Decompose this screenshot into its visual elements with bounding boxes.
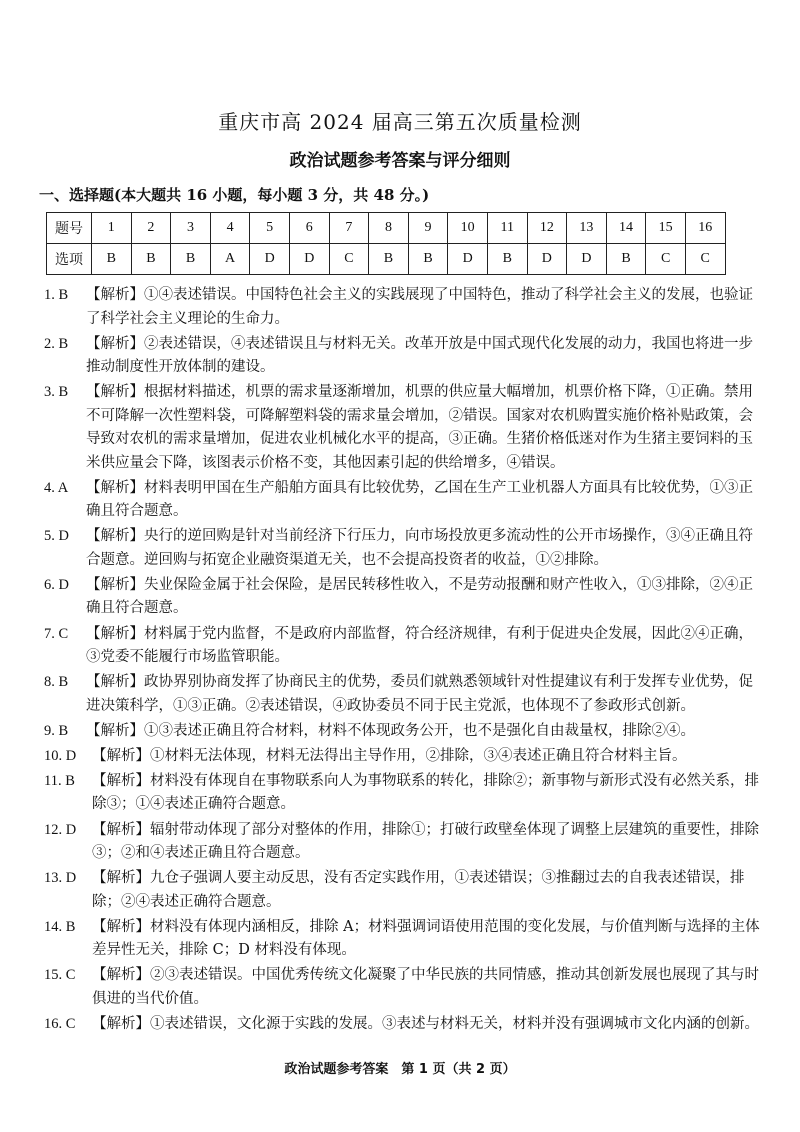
answer-choice-cell: D bbox=[567, 244, 607, 275]
page-footer: 政治试题参考答案 第 1 页（共 2 页） bbox=[284, 1062, 516, 1077]
question-number-cell: 4 bbox=[210, 213, 250, 244]
answer-choice-cell: D bbox=[250, 244, 290, 275]
explanation-text: 【解析】根据材料描述，机票的需求量逐渐增加，机票的供应量大幅增加，机票价格下降，①正确。禁用不可降解一次性塑料袋，可降解塑料袋的需求量会增加，②错误。国家对农机购置实施价格补贴政策，会导致对农机的需求量增加，促进农业机械化水平的提高，③正确。生猪价格低迷对作为生猪主要饲料的玉米供应量会下降，该图表示价格不变，其他因素引起的供给增多，④错误。 bbox=[86, 384, 753, 471]
answer-choice-cell: D bbox=[448, 244, 488, 275]
answer-choice-cell: B bbox=[606, 244, 646, 275]
question-number-cell: 11 bbox=[487, 213, 527, 244]
question-number-cell: 6 bbox=[289, 213, 329, 244]
explanation-number: 6. D bbox=[44, 576, 69, 593]
question-number-cell: 12 bbox=[527, 213, 567, 244]
question-number-cell: 16 bbox=[685, 213, 725, 244]
row-label-choice: 选项 bbox=[47, 244, 92, 275]
explanation-item bbox=[44, 770, 764, 817]
explanation-number: 14. B bbox=[44, 918, 76, 935]
question-number-cell: 15 bbox=[646, 213, 686, 244]
explanation-text: 【解析】九仓子强调人要主动反思，没有否定实践作用，①表述错误；③推翻过去的自我表述错误，排除；②④表述正确符合题意。 bbox=[92, 870, 745, 910]
answer-choice-cell: C bbox=[329, 244, 369, 275]
explanation-text: 【解析】央行的逆回购是针对当前经济下行压力，向市场投放更多流动性的公开市场操作，③④正确且符合题意。逆回购与拓宽企业融资渠道无关，也不会提高投资者的收益，①②排除。 bbox=[86, 528, 753, 568]
explanation-item bbox=[44, 916, 764, 963]
explanation-number: 1. B bbox=[44, 287, 69, 303]
explanation-text: 【解析】①④表述错误。中国特色社会主义的实践展现了中国特色，推动了科学社会主义的发展，也验证了科学社会主义理论的生命力。 bbox=[86, 287, 753, 327]
explanation-item bbox=[44, 477, 764, 524]
explanation-item bbox=[44, 720, 764, 744]
explanation-item bbox=[44, 671, 764, 718]
question-number-cell: 5 bbox=[250, 213, 290, 244]
answer-choice-cell: B bbox=[487, 244, 527, 275]
explanation-number: 12. D bbox=[44, 821, 77, 838]
page-title: 重庆市高 2024 届高三第五次质量检测 bbox=[218, 110, 582, 134]
explanation-number: 16. C bbox=[44, 1015, 76, 1032]
explanation-number: 7. C bbox=[44, 625, 69, 642]
explanation-text: 【解析】材料表明甲国在生产船舶方面具有比较优势，乙国在生产工业机器人方面具有比较优势，①③正确且符合题意。 bbox=[86, 479, 753, 520]
explanation-item bbox=[44, 819, 764, 866]
answer-choice-cell: B bbox=[369, 244, 409, 275]
explanation-number: 2. B bbox=[44, 335, 69, 352]
question-number-cell: 3 bbox=[171, 213, 211, 244]
answer-table bbox=[46, 212, 726, 275]
answer-choice-cell: B bbox=[131, 244, 171, 275]
explanation-number: 13. D bbox=[44, 870, 77, 887]
explanation-number: 8. B bbox=[44, 674, 69, 691]
explanation-item bbox=[44, 525, 764, 572]
answer-choice-row bbox=[47, 244, 726, 275]
explanation-item bbox=[44, 867, 764, 914]
answer-choice-cell: B bbox=[92, 244, 132, 275]
explanation-number: 5. D bbox=[44, 528, 69, 545]
explanation-item bbox=[44, 745, 764, 769]
question-number-cell: 1 bbox=[92, 213, 132, 244]
explanation-item bbox=[44, 333, 764, 380]
explanation-number: 4. A bbox=[44, 479, 69, 496]
explanation-text: 【解析】材料没有体现内涵相反，排除 A；材料强调词语使用范围的变化发展，与价值判断与选择的主体差异性无关，排除 C；D 材料没有体现。 bbox=[92, 918, 760, 959]
question-number-cell: 14 bbox=[606, 213, 646, 244]
explanation-number: 10. D bbox=[44, 747, 77, 764]
answer-choice-cell: C bbox=[646, 244, 686, 275]
explanation-text: 【解析】①材料无法体现，材料无法得出主导作用，②排除，③④表述正确且符合材料主旨。 bbox=[92, 747, 687, 764]
question-number-row bbox=[47, 213, 726, 244]
explanation-text: 【解析】②表述错误，④表述错误且与材料无关。改革开放是中国式现代化发展的动力，我国也将进一步推动制度性开放体制的建设。 bbox=[86, 335, 753, 376]
explanation-text: 【解析】材料属于党内监督，不是政府内部监督，符合经济规律，有利于促进央企发展，因此②④正确，③党委不能履行市场监管职能。 bbox=[86, 625, 753, 666]
explanation-number: 9. B bbox=[44, 722, 69, 739]
answer-choice-cell: A bbox=[210, 244, 250, 275]
explanation-text: 【解析】①③表述正确且符合材料，材料不体现政务公开，也不是强化自由裁量权，排除②④。 bbox=[86, 722, 695, 739]
explanation-number: 3. B bbox=[44, 384, 69, 401]
answer-choice-cell: B bbox=[171, 244, 211, 275]
explanation-item bbox=[44, 381, 764, 475]
explanation-number: 15. C bbox=[44, 967, 76, 984]
answer-choice-cell: C bbox=[685, 244, 725, 275]
question-number-cell: 10 bbox=[448, 213, 488, 244]
explanation-item bbox=[44, 964, 764, 1011]
question-number-cell: 7 bbox=[329, 213, 369, 244]
question-number-cell: 13 bbox=[567, 213, 607, 244]
section-heading: 一、选择题(本大题共 16 小题，每小题 3 分，共 48 分。) bbox=[39, 186, 430, 204]
explanation-item bbox=[44, 1013, 764, 1037]
explanation-text: 【解析】①表述错误，文化源于实践的发展。③表述与材料无关，材料并没有强调城市文化内涵的创新。 bbox=[92, 1015, 759, 1032]
answer-choice-cell: D bbox=[289, 244, 329, 275]
explanation-list bbox=[44, 284, 764, 1038]
explanation-text: 【解析】失业保险金属于社会保险，是居民转移性收入，不是劳动报酬和财产性收入，①③排除，②④正确且符合题意。 bbox=[86, 576, 753, 617]
explanation-number: 11. B bbox=[44, 772, 75, 789]
explanation-item bbox=[44, 574, 764, 621]
explanation-text: 【解析】②③表述错误。中国优秀传统文化凝聚了中华民族的共同情感，推动其创新发展也展现了其与时俱进的当代价值。 bbox=[92, 967, 759, 1007]
answer-choice-cell: D bbox=[527, 244, 567, 275]
question-number-cell: 9 bbox=[408, 213, 448, 244]
explanation-text: 【解析】辐射带动体现了部分对整体的作用，排除①；打破行政壁垒体现了调整上层建筑的重要性，排除③；②和④表述正确且符合题意。 bbox=[92, 821, 759, 862]
explanation-item bbox=[44, 284, 764, 331]
answer-choice-cell: B bbox=[408, 244, 448, 275]
question-number-cell: 8 bbox=[369, 213, 409, 244]
explanation-text: 【解析】材料没有体现自在事物联系向人为事物联系的转化，排除②；新事物与新形式没有必然关系，排除③；①④表述正确符合题意。 bbox=[92, 772, 759, 813]
question-number-cell: 2 bbox=[131, 213, 171, 244]
explanation-item bbox=[44, 623, 764, 670]
row-label-question: 题号 bbox=[47, 213, 92, 244]
explanation-text: 【解析】政协界别协商发挥了协商民主的优势，委员们就熟悉领域针对性提建议有利于发挥专业优势，促进决策科学，①③正确。②表述错误，④政协委员不同于民主党派，也体现不了参政形式创新。 bbox=[86, 674, 753, 714]
page-subtitle: 政治试题参考答案与评分细则 bbox=[289, 151, 511, 171]
